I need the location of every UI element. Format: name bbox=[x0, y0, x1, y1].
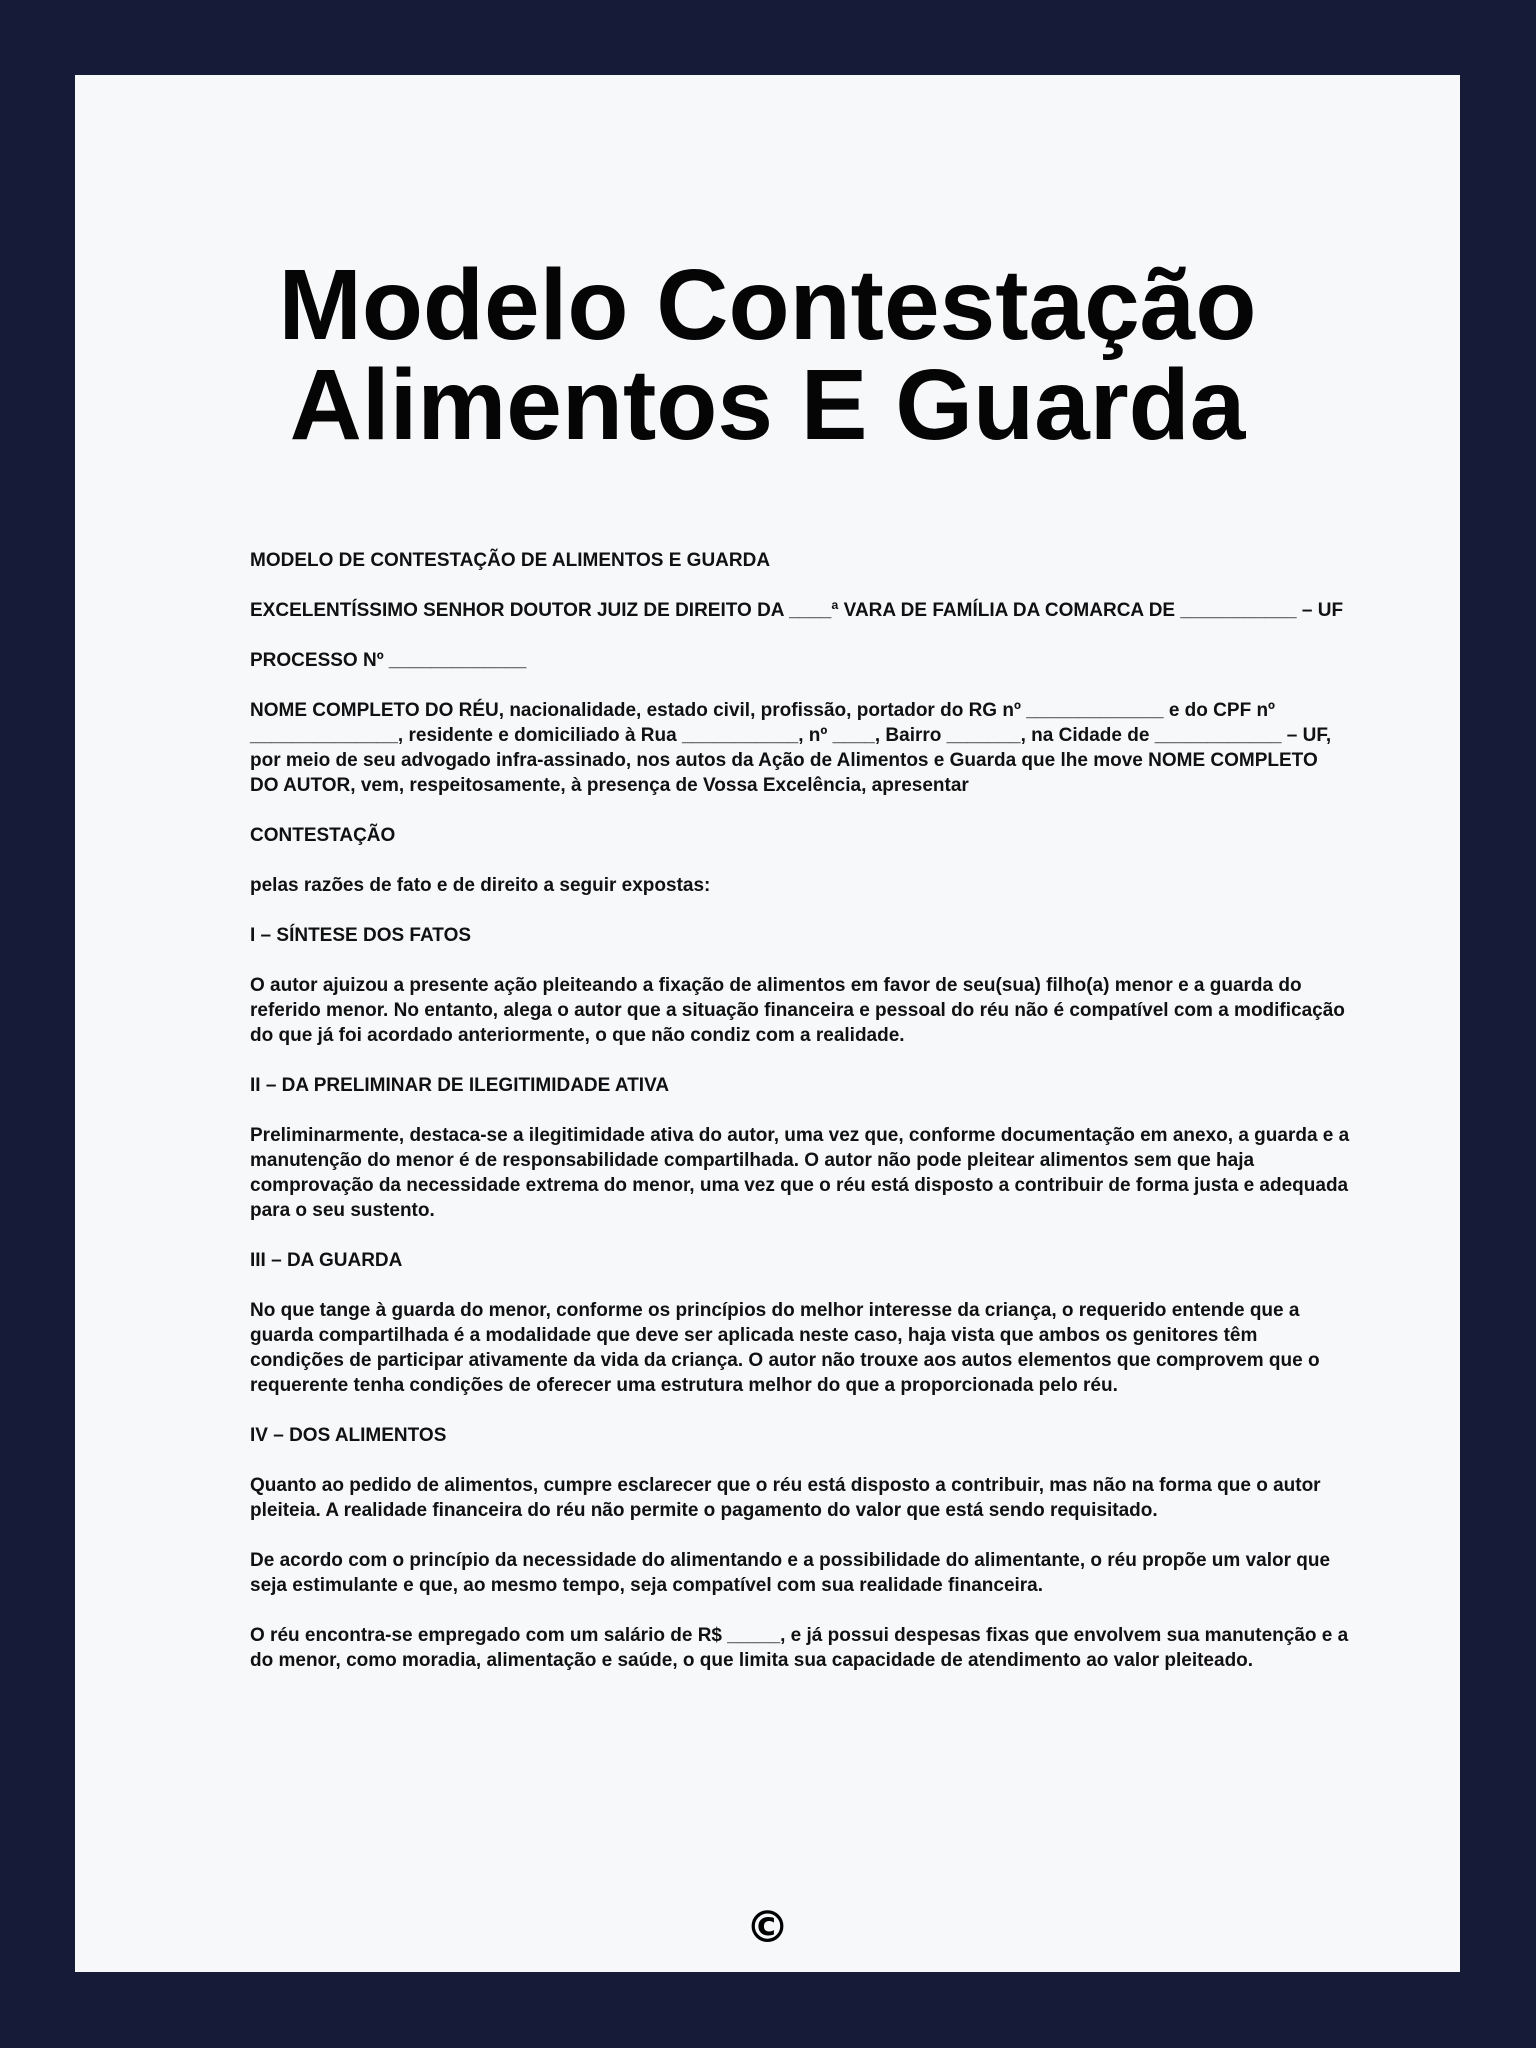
section-body-4a: Quanto ao pedido de alimentos, cumpre esclarecer que o réu está disposto a contribuir, mas não na forma que o autor pleiteia. A realidade financeira do réu não permite o pagamento do valor que está sendo requisitado. bbox=[250, 1475, 1321, 1521]
court-address: EXCELENTÍSSIMO SENHOR DOUTOR JUIZ DE DIREITO DA ____ª VARA DE FAMÍLIA DA COMARCA DE ___________ – UF bbox=[250, 600, 1344, 621]
section-heading-2: II – DA PRELIMINAR DE ILEGITIMIDADE ATIVA bbox=[250, 1075, 670, 1096]
document-body bbox=[250, 548, 1350, 1698]
section-heading-3: III – DA GUARDA bbox=[250, 1250, 403, 1271]
section-body-4b: De acordo com o princípio da necessidade do alimentando e a possibilidade do alimentante, o réu propõe um valor que seja estimulante e que, ao mesmo tempo, seja compatível com sua realidade financeira. bbox=[250, 1550, 1331, 1596]
copyright-icon: © bbox=[745, 1902, 790, 1953]
document-page bbox=[75, 75, 1460, 1972]
intro-paragraph: pelas razões de fato e de direito a seguir expostas: bbox=[250, 875, 711, 896]
section-heading-4: IV – DOS ALIMENTOS bbox=[250, 1425, 447, 1446]
section-body-4c: O réu encontra-se empregado com um salário de R$ _____, e já possui despesas fixas que envolvem sua manutenção e a do menor, como moradia, alimentação e saúde, o que limita sua capacidade de atendimento ao valor pleiteado. bbox=[250, 1625, 1349, 1671]
section-heading-1: I – SÍNTESE DOS FATOS bbox=[250, 925, 472, 946]
title-line-1: Modelo Contestação bbox=[278, 249, 1257, 361]
section-body-3: No que tange à guarda do menor, conforme os princípios do melhor interesse da criança, o requerido entende que a guarda compartilhada é a modalidade que deve ser aplicada neste caso, haja vista que ambos os genitores têm condições de participar ativamente da vida da criança. O autor não trouxe aos autos elementos que comprovem que o requerente tenha condições de oferecer uma estrutura melhor do que a proporcionada pelo réu. bbox=[250, 1300, 1320, 1396]
process-number: PROCESSO Nº _____________ bbox=[250, 650, 527, 671]
document-title bbox=[75, 249, 1460, 461]
section-contestacao: CONTESTAÇÃO bbox=[250, 825, 396, 846]
title-line-2: Alimentos E Guarda bbox=[289, 349, 1246, 461]
section-body-1: O autor ajuizou a presente ação pleiteando a fixação de alimentos em favor de seu(sua) filho(a) menor e a guarda do referido menor. No entanto, alega o autor que a situação financeira e pessoal do réu não é compatível com a modificação do que já foi acordado anteriormente, o que não condiz com a realidade. bbox=[250, 975, 1345, 1046]
defendant-qualification: NOME COMPLETO DO RÉU, nacionalidade, estado civil, profissão, portador do RG nº _____________ e do CPF nº ______________, residente e domiciliado à Rua ___________, nº ____, Bairro _______, na Cidade de ____________ – UF, por meio de seu advogado infra-assinado, nos autos da Ação de Alimentos e Guarda que lhe move NOME COMPLETO DO AUTOR, vem, respeitosamente, à presença de Vossa Excelência, apresentar bbox=[250, 700, 1332, 796]
doc-heading: MODELO DE CONTESTAÇÃO DE ALIMENTOS E GUARDA bbox=[250, 550, 771, 571]
section-body-2: Preliminarmente, destaca-se a ilegitimidade ativa do autor, uma vez que, conforme documentação em anexo, a guarda e a manutenção do menor é de responsabilidade compartilhada. O autor não pode pleitear alimentos sem que haja comprovação da necessidade extrema do menor, uma vez que o réu está disposto a contribuir de forma justa e adequada para o seu sustento. bbox=[250, 1125, 1350, 1221]
